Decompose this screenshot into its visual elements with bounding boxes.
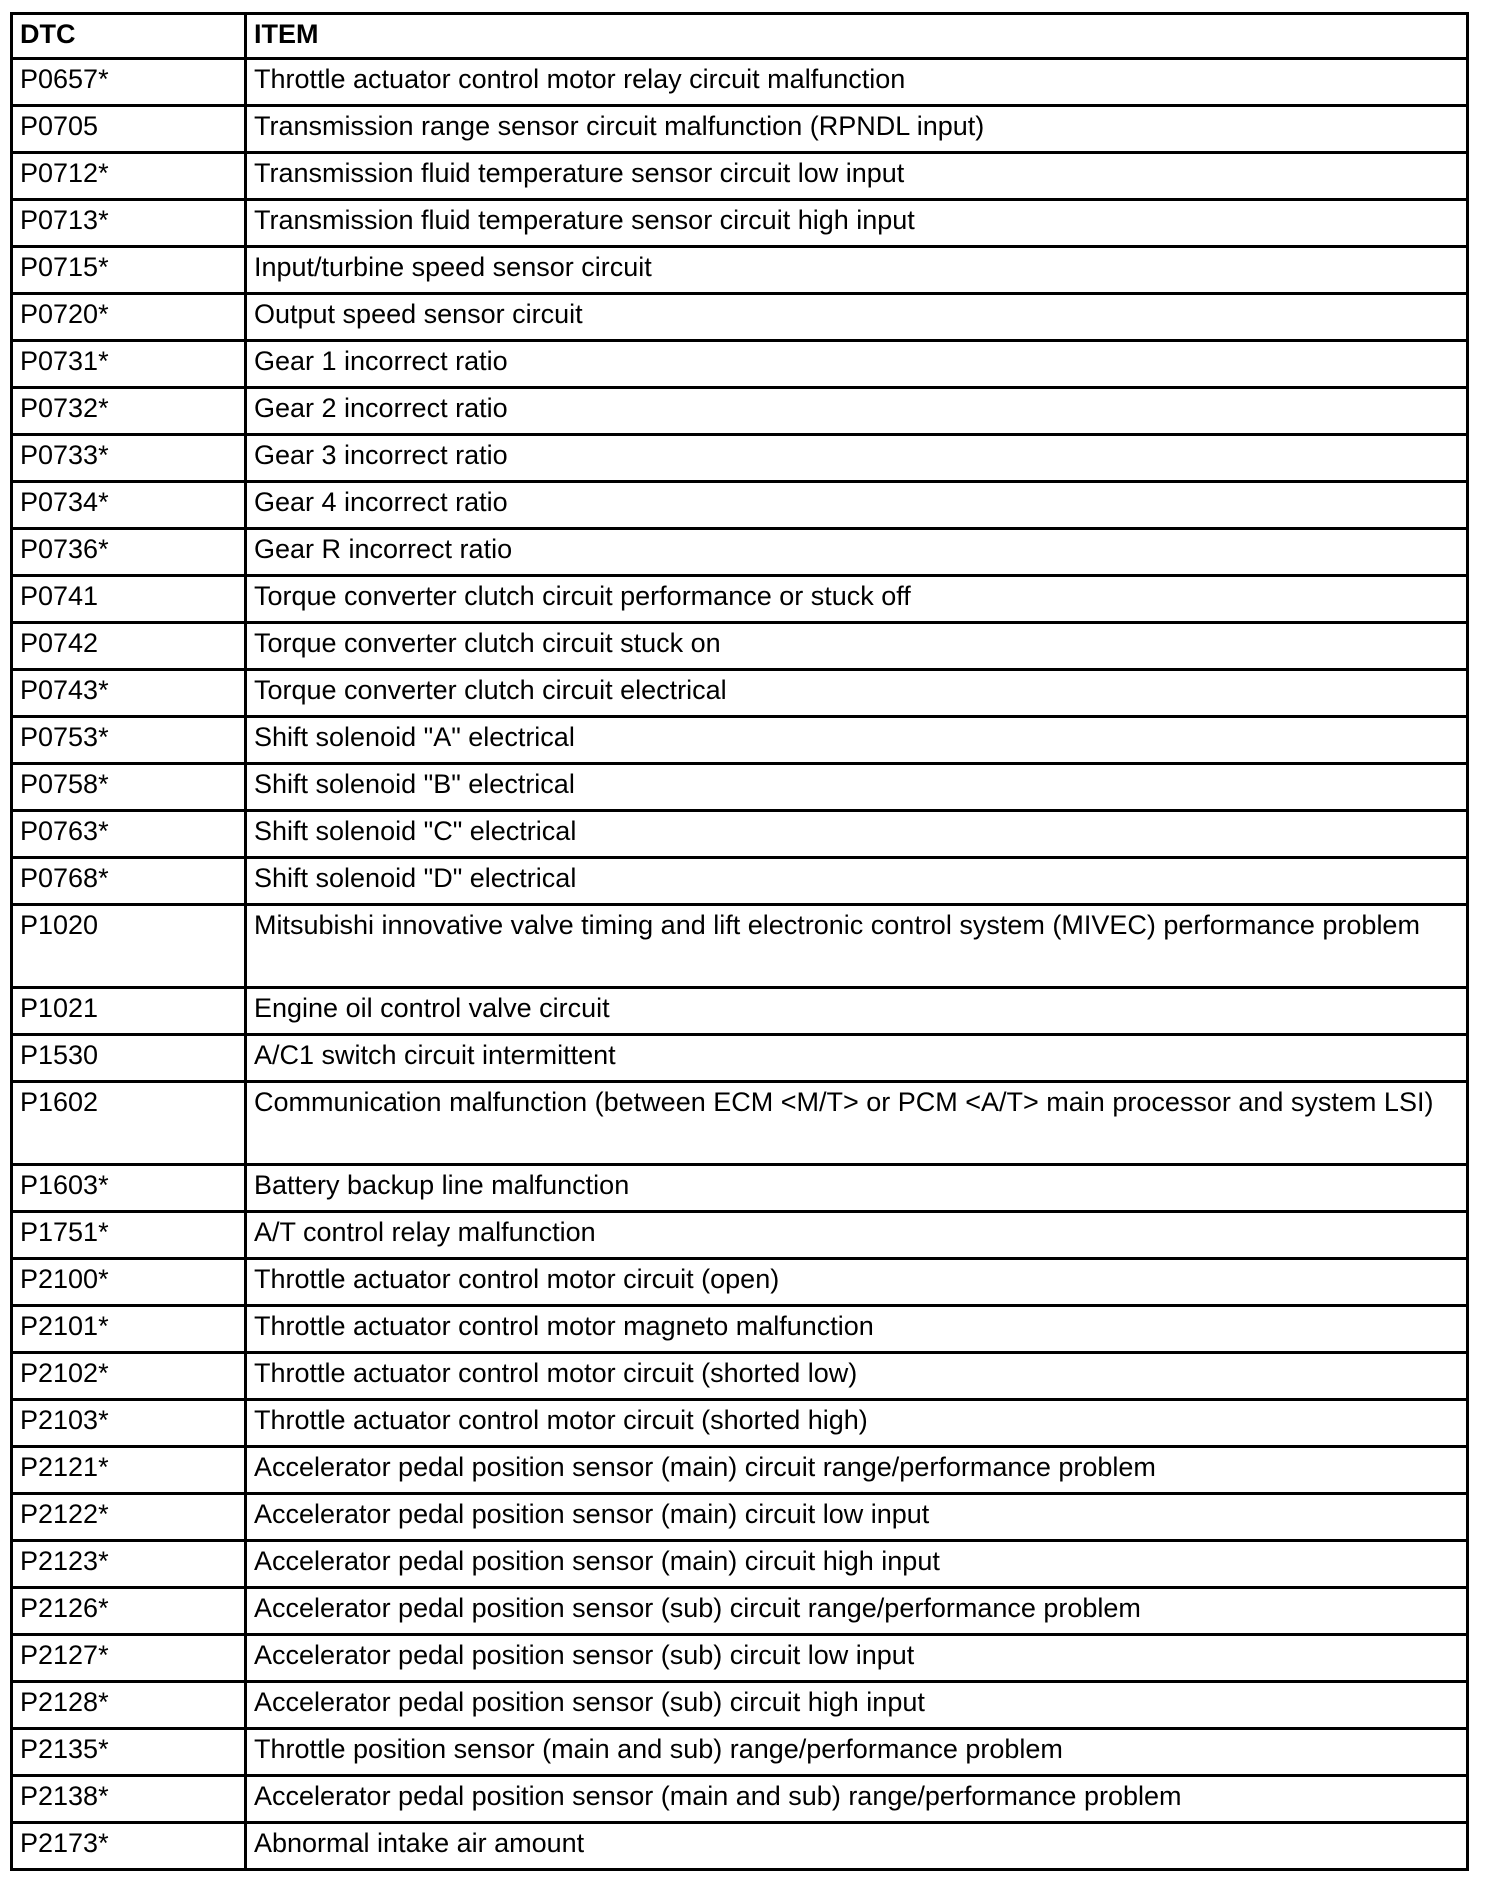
dtc-code-cell: P2102* [12,1353,246,1400]
dtc-code-cell: P2135* [12,1729,246,1776]
dtc-item-cell: Gear 2 incorrect ratio [246,388,1468,435]
dtc-item-cell: Communication malfunction (between ECM <M/T> or PCM <A/T> main processor and system LSI) [246,1082,1468,1165]
table-row [12,1165,1468,1212]
dtc-item-cell: Shift solenoid "A" electrical [246,717,1468,764]
dtc-code-cell: P2123* [12,1541,246,1588]
dtc-item-cell: Accelerator pedal position sensor (main) circuit range/performance problem [246,1447,1468,1494]
dtc-item-cell: Accelerator pedal position sensor (sub) circuit high input [246,1682,1468,1729]
table-row [12,858,1468,905]
dtc-item-cell: Accelerator pedal position sensor (main) circuit high input [246,1541,1468,1588]
dtc-item-cell: Throttle actuator control motor magneto malfunction [246,1306,1468,1353]
dtc-item-cell: Throttle actuator control motor circuit (open) [246,1259,1468,1306]
table-row [12,988,1468,1035]
dtc-code-cell: P0743* [12,670,246,717]
dtc-item-cell: Gear R incorrect ratio [246,529,1468,576]
dtc-item-cell: Accelerator pedal position sensor (main and sub) range/performance problem [246,1776,1468,1823]
table-row [12,1823,1468,1870]
dtc-item-cell: Torque converter clutch circuit stuck on [246,623,1468,670]
table-row [12,1635,1468,1682]
table-row [12,1541,1468,1588]
dtc-code-cell: P2121* [12,1447,246,1494]
table-row [12,623,1468,670]
dtc-item-cell: Throttle position sensor (main and sub) range/performance problem [246,1729,1468,1776]
dtc-code-cell: P0734* [12,482,246,529]
table-row [12,576,1468,623]
table-row [12,1729,1468,1776]
dtc-item-cell: Output speed sensor circuit [246,294,1468,341]
table-row [12,1447,1468,1494]
dtc-code-cell: P2101* [12,1306,246,1353]
table-row [12,482,1468,529]
dtc-item-cell: Engine oil control valve circuit [246,988,1468,1035]
dtc-code-cell: P0753* [12,717,246,764]
dtc-code-cell: P2103* [12,1400,246,1447]
dtc-item-cell: Input/turbine speed sensor circuit [246,247,1468,294]
table-header-row [12,14,1468,59]
dtc-item-cell: Mitsubishi innovative valve timing and lift electronic control system (MIVEC) performance problem [246,905,1468,988]
table-row [12,1082,1468,1165]
dtc-item-cell: Torque converter clutch circuit electrical [246,670,1468,717]
header-dtc: DTC [12,14,246,59]
dtc-code-cell: P0758* [12,764,246,811]
dtc-code-cell: P2126* [12,1588,246,1635]
dtc-item-cell: Gear 4 incorrect ratio [246,482,1468,529]
dtc-code-cell: P1530 [12,1035,246,1082]
dtc-item-cell: Accelerator pedal position sensor (sub) circuit low input [246,1635,1468,1682]
dtc-code-cell: P0741 [12,576,246,623]
dtc-item-cell: Transmission fluid temperature sensor circuit high input [246,200,1468,247]
dtc-item-cell: Throttle actuator control motor relay circuit malfunction [246,59,1468,106]
dtc-code-cell: P1603* [12,1165,246,1212]
dtc-code-cell: P1751* [12,1212,246,1259]
dtc-code-cell: P2100* [12,1259,246,1306]
table-row [12,1212,1468,1259]
dtc-code-cell: P1021 [12,988,246,1035]
dtc-code-cell: P0732* [12,388,246,435]
dtc-code-cell: P0715* [12,247,246,294]
dtc-code-cell: P0720* [12,294,246,341]
table-row [12,717,1468,764]
dtc-code-cell: P0768* [12,858,246,905]
dtc-item-cell: Accelerator pedal position sensor (sub) circuit range/performance problem [246,1588,1468,1635]
table-row [12,153,1468,200]
table-row [12,529,1468,576]
dtc-code-cell: P1020 [12,905,246,988]
header-item: ITEM [246,14,1468,59]
table-row [12,1588,1468,1635]
dtc-item-cell: Accelerator pedal position sensor (main) circuit low input [246,1494,1468,1541]
dtc-code-cell: P0736* [12,529,246,576]
dtc-code-cell: P0742 [12,623,246,670]
dtc-item-cell: A/T control relay malfunction [246,1212,1468,1259]
dtc-item-cell: Transmission fluid temperature sensor circuit low input [246,153,1468,200]
dtc-code-cell: P0713* [12,200,246,247]
table-row [12,1400,1468,1447]
dtc-code-cell: P2122* [12,1494,246,1541]
dtc-item-cell: Transmission range sensor circuit malfunction (RPNDL input) [246,106,1468,153]
dtc-code-cell: P2128* [12,1682,246,1729]
dtc-item-cell: Gear 1 incorrect ratio [246,341,1468,388]
table-row [12,1306,1468,1353]
dtc-item-cell: Gear 3 incorrect ratio [246,435,1468,482]
table-row [12,1259,1468,1306]
dtc-item-cell: Shift solenoid "C" electrical [246,811,1468,858]
table-row [12,294,1468,341]
dtc-item-cell: Shift solenoid "B" electrical [246,764,1468,811]
dtc-code-cell: P2138* [12,1776,246,1823]
dtc-code-cell: P0705 [12,106,246,153]
table-row [12,435,1468,482]
dtc-item-cell: Throttle actuator control motor circuit (shorted high) [246,1400,1468,1447]
table-row [12,1494,1468,1541]
table-row [12,764,1468,811]
table-row [12,1353,1468,1400]
dtc-code-cell: P0731* [12,341,246,388]
dtc-item-cell: Abnormal intake air amount [246,1823,1468,1870]
dtc-table [10,12,1469,1871]
dtc-code-cell: P1602 [12,1082,246,1165]
table-row [12,59,1468,106]
dtc-code-cell: P2173* [12,1823,246,1870]
table-row [12,1035,1468,1082]
table-row [12,670,1468,717]
table-row [12,1682,1468,1729]
table-row [12,388,1468,435]
table-row [12,341,1468,388]
table-row [12,106,1468,153]
dtc-item-cell: Torque converter clutch circuit performance or stuck off [246,576,1468,623]
table-row [12,247,1468,294]
table-row [12,1776,1468,1823]
dtc-item-cell: A/C1 switch circuit intermittent [246,1035,1468,1082]
dtc-item-cell: Shift solenoid "D" electrical [246,858,1468,905]
dtc-item-cell: Throttle actuator control motor circuit (shorted low) [246,1353,1468,1400]
table-row [12,200,1468,247]
dtc-code-cell: P0712* [12,153,246,200]
table-row [12,905,1468,988]
dtc-item-cell: Battery backup line malfunction [246,1165,1468,1212]
dtc-code-cell: P0763* [12,811,246,858]
dtc-code-cell: P0657* [12,59,246,106]
dtc-code-cell: P2127* [12,1635,246,1682]
dtc-code-cell: P0733* [12,435,246,482]
table-row [12,811,1468,858]
